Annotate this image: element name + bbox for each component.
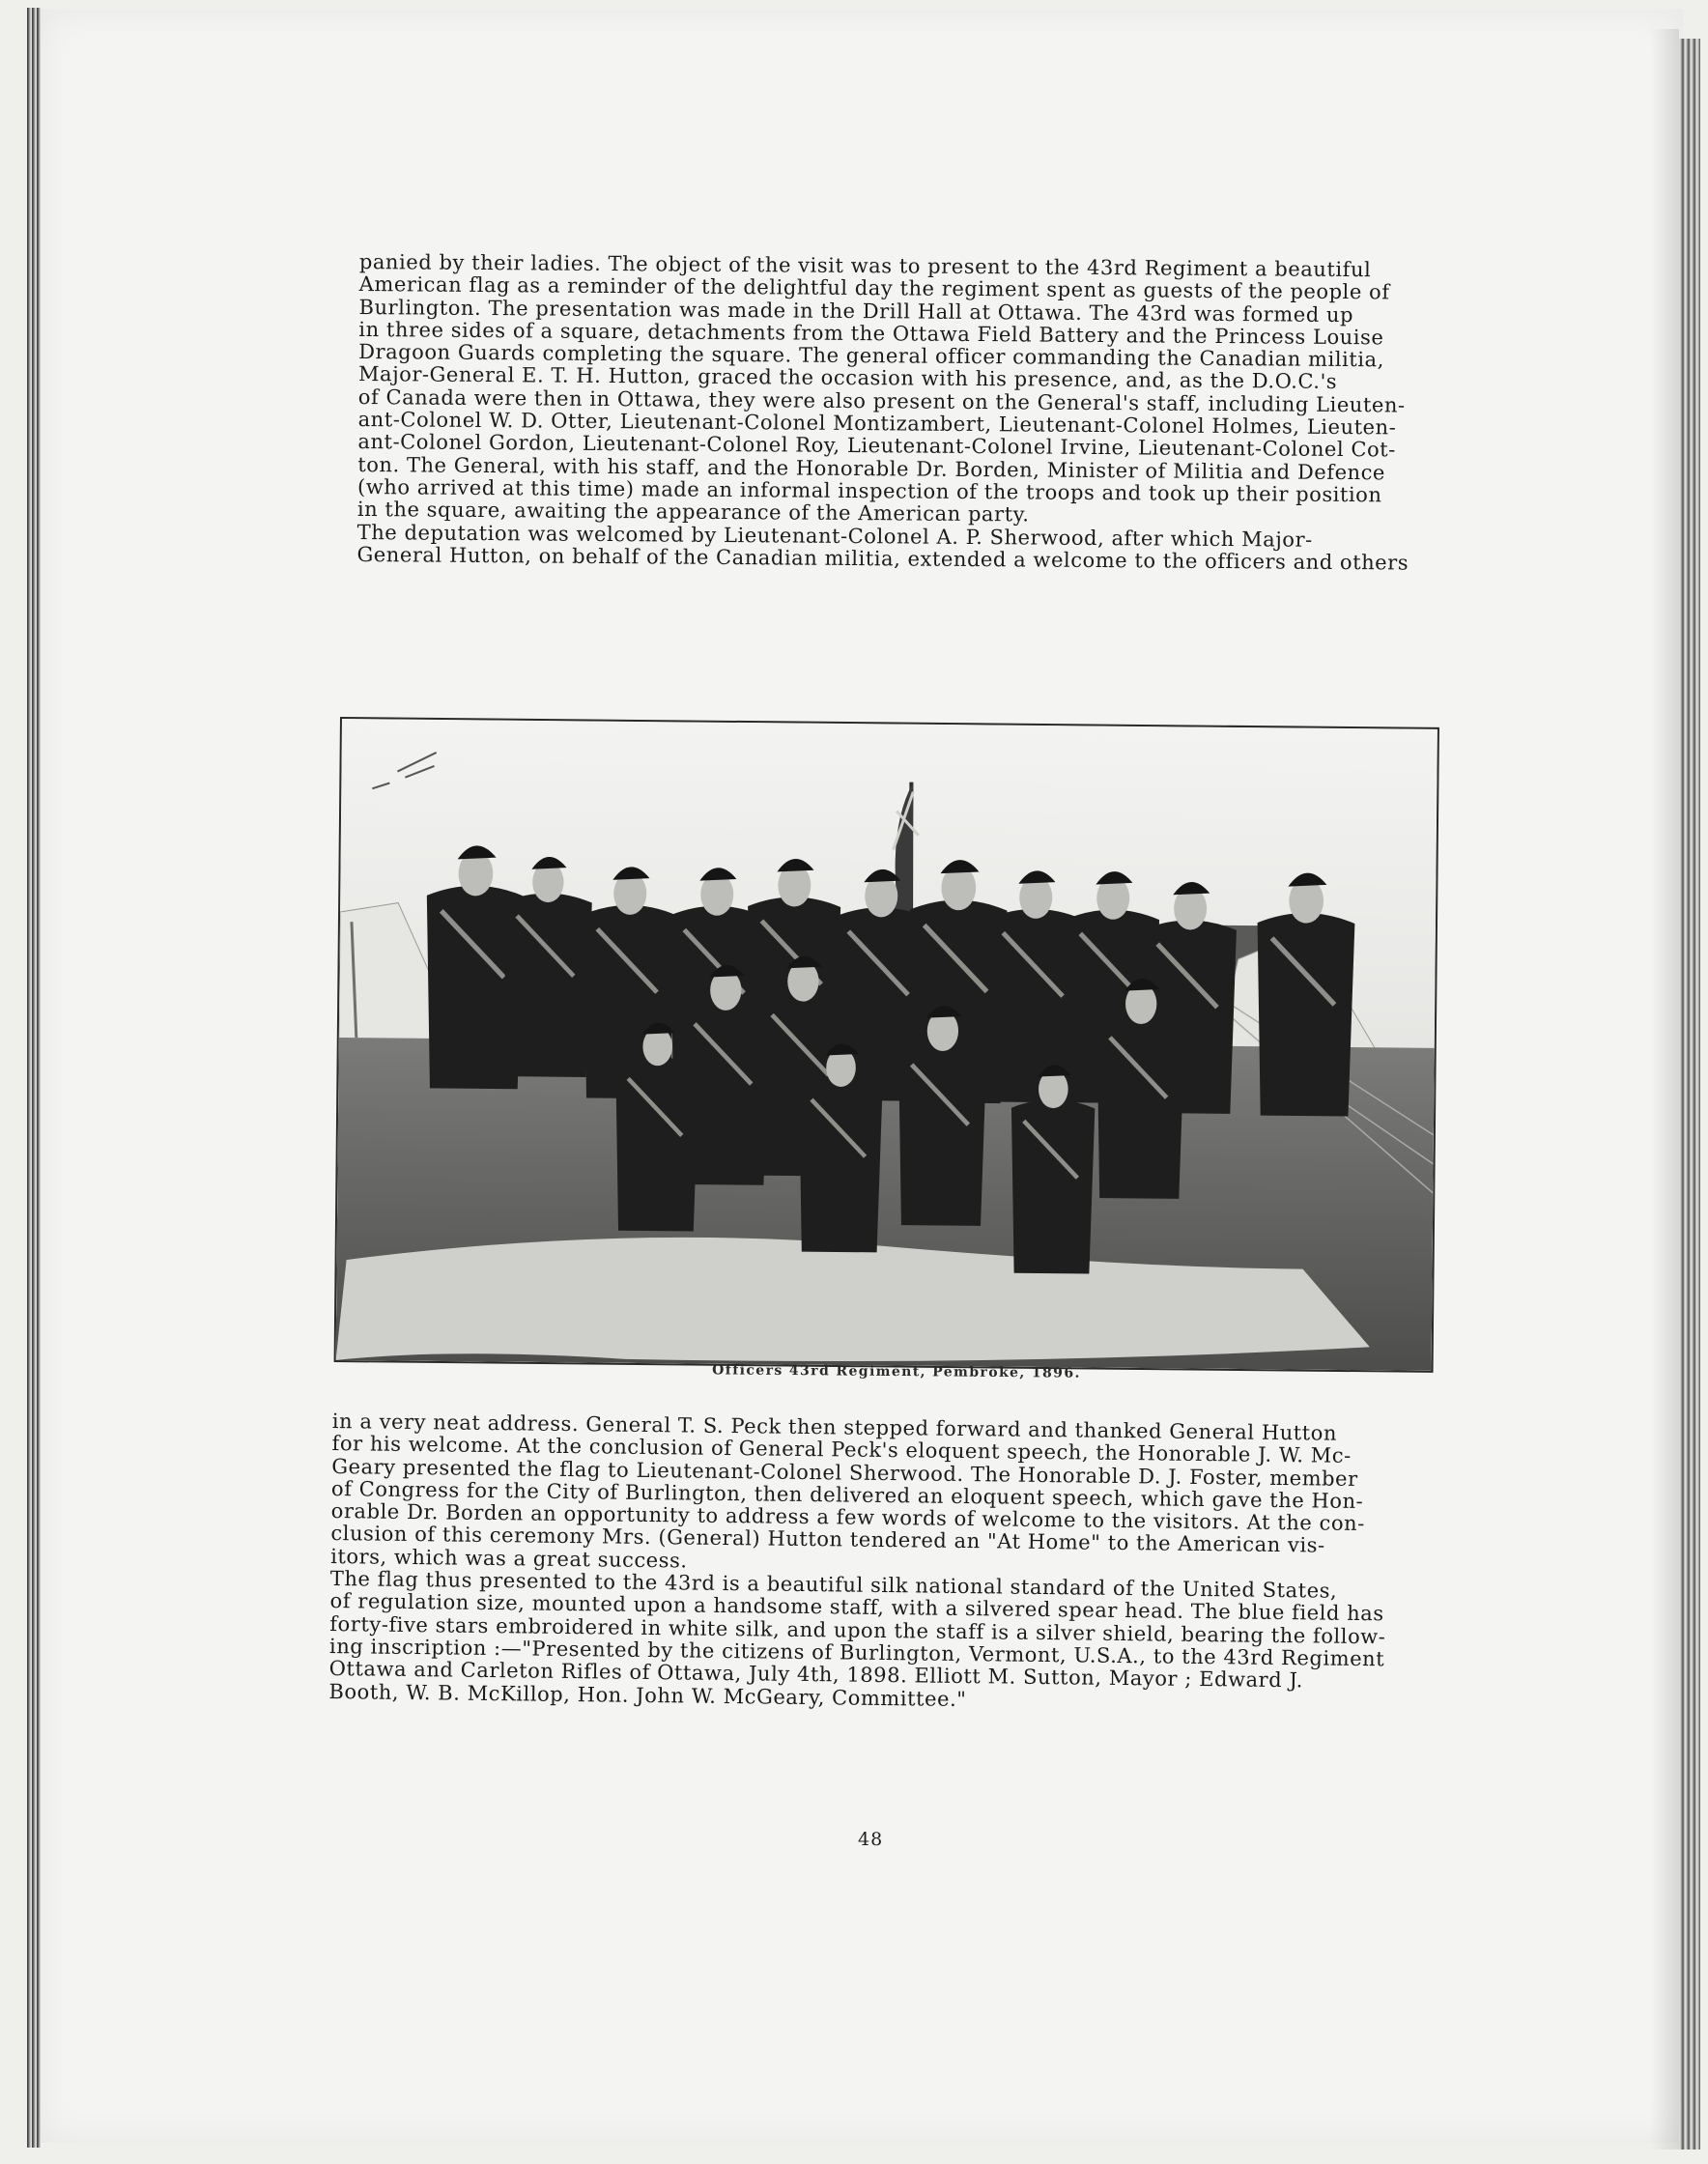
spine-shadow: [1650, 29, 1679, 2150]
bottom-text-block: [328, 1410, 1439, 1717]
officer-body: [1010, 1099, 1095, 1274]
officer-body: [614, 1057, 699, 1232]
photo-caption: Officers 43rd Regiment, Pembroke, 1896.: [712, 1362, 1081, 1381]
paragraph-2: The deputation was welcomed by Lieutenant-Colonel A. P. Sherwood, after which Major- General Hutton, on behalf of the Canadian militia, extended a welcome to the officers and others: [356, 520, 1409, 575]
left-page-edges: [27, 8, 41, 2148]
paragraph-3: in a very neat address. General T. S. Peck then stepped forward and thanked General Hutton for his welcome. At the conclusion of General Peck's eloquent speech, the Honorable J. W. Mc- Geary presented the flag to Lieutenant-Colonel Sherwood. The Honorable D. J. Foster, member of Congress for the City of Burlington, then delivered an eloquent speech, which gave the Hon- orable Dr. Borden an opportunity to address a few words of welcome to the visitors. At the con- clusion of this ceremony Mrs. (General) Hutton tendered an "At Home" to the American vis- itors, which was a great success.: [330, 1409, 1365, 1573]
officer-body: [1096, 1014, 1185, 1199]
officer-body: [502, 893, 592, 1077]
paragraph-1: panied by their ladies. The object of the visit was to present to the 43rd Regiment a beautiful American flag as a reminder of the delightful day the regiment spent as guests of the people of Burlington. The presentation was made in the Drill Hall at Ottawa. The 43rd was formed up in three sides of a square, detachments from the Ottawa Field Battery and the Princess Louise Dragoon Guards completing the square. The general officer commanding the Canadian militia, Major-General E. T. H. Hutton, graced the occasion with his presence, and, as the D.O.C.'s of Canada were then in Ottawa, they were also present on the General's staff, including Lieuten- ant-Colonel W. D. Otter, Lieutenant-Colonel Montizambert, Lieutenant-Colonel Holmes, Lieuten- ant-Colonel Gordon, Lieutenant-Colonel Roy, Lieutenant-Colonel Irvine, Lieutenant-Colonel Cot- ton. The General, with his staff, and the Honorable Dr. Borden, Minister of Militia and Defence (who arrived at this time) made an informal inspection of the troops and took up their position in the square, awaiting the appearance of the American party.: [356, 250, 1406, 527]
top-text-block: [356, 251, 1484, 575]
officer-body: [897, 1041, 986, 1226]
paragraph-4: The flag thus presented to the 43rd is a beautiful silk national standard of the United States, of regulation size, mounted upon a handsome staff, with a silvered spear head. The blue field has forty-five stars embroidered in white silk, and upon the staff is a silver shield, bearing the follow- ing inscription :—"Presented by the citizens of Burlington, Vermont, U.S.A., to the 43rd Regiment Ottawa and Carleton Rifles of Ottawa, July 4th, 1898. Elliott M. Sutton, Mayor ; Edward J. Booth, W. B. McKillop, Hon. John W. McGeary, Committee.": [328, 1567, 1386, 1711]
page-number: 48: [858, 1829, 884, 1850]
photo-illustration: [336, 719, 1438, 1371]
regiment-photograph: [334, 717, 1439, 1373]
officer-body: [1256, 913, 1355, 1117]
officer-body: [798, 1078, 883, 1253]
right-page-edges: [1679, 39, 1700, 2150]
